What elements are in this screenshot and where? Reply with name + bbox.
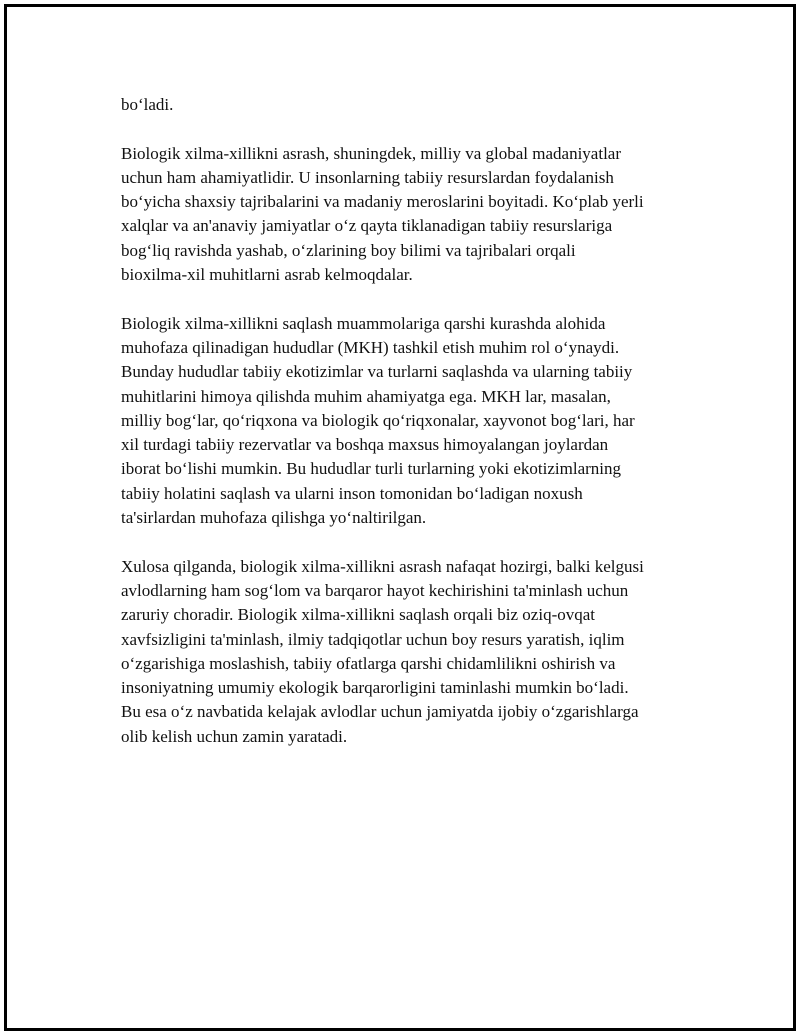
- text-line: bog‘liq ravishda yashab, o‘zlarining boy bilimi va tajribalari orqali: [121, 240, 576, 260]
- paragraph-3: [121, 312, 701, 531]
- paragraph-4: [121, 555, 701, 749]
- text-line: Biologik xilma-xillikni asrash, shuningdek, milliy va global madaniyatlar: [121, 143, 622, 163]
- text-line: xil turdagi tabiiy rezervatlar va boshqa maxsus himoyalangan joylardan: [121, 435, 609, 455]
- text-line: xavfsizligini ta'minlash, ilmiy tadqiqotlar uchun boy resurs yaratish, iqlim: [121, 629, 625, 649]
- text-line: iborat bo‘lishi mumkin. Bu hududlar turli turlarning yoki ekotizimlarning: [121, 459, 622, 479]
- text-line: ta'sirlardan muhofaza qilishga yo‘naltirilgan.: [121, 508, 427, 528]
- text-line: o‘zgarishiga moslashish, tabiiy ofatlarga qarshi chidamlilikni oshirish va: [121, 653, 616, 673]
- text-line: muhofaza qilinadigan hududlar (MKH) tashkil etish muhim rol o‘ynaydi.: [121, 337, 620, 357]
- text-line: Xulosa qilganda, biologik xilma-xillikni asrash nafaqat hozirgi, balki kelgusi: [121, 556, 644, 576]
- text-line: uchun ham ahamiyatlidir. U insonlarning tabiiy resurslardan foydalanish: [121, 167, 614, 187]
- text-line: olib kelish uchun zamin yaratadi.: [121, 726, 348, 746]
- text-line: milliy bog‘lar, qo‘riqxona va biologik qo‘riqxonalar, xayvonot bog‘lari, har: [121, 410, 635, 430]
- text-line: Bu esa o‘z navbatida kelajak avlodlar uchun jamiyatda ijobiy o‘zgarishlarga: [121, 702, 639, 722]
- paragraph-2: [121, 142, 701, 288]
- text-line: avlodlarning ham sog‘lom va barqaror hayot kechirishini ta'minlash uchun: [121, 580, 629, 600]
- text-line: Biologik xilma-xillikni saqlash muammolariga qarshi kurashda alohida: [121, 313, 606, 333]
- text-line: bioxilma-xil muhitlarni asrab kelmoqdalar.: [121, 265, 413, 285]
- text-line: muhitlarini himoya qilishda muhim ahamiyatga ega. MKH lar, masalan,: [121, 386, 611, 406]
- text-line: zaruriy choradir. Biologik xilma-xillikni saqlash orqali biz oziq-ovqat: [121, 605, 595, 625]
- text-line: insoniyatning umumiy ekologik barqarorligini taminlashi mumkin bo‘ladi.: [121, 678, 629, 698]
- text-line: Bunday hududlar tabiiy ekotizimlar va turlarni saqlashda va ularning tabiiy: [121, 362, 633, 382]
- document-body: [121, 93, 701, 773]
- text-line: tabiiy holatini saqlash va ularni inson tomonidan bo‘ladigan noxush: [121, 483, 583, 503]
- text-line: xalqlar va an'anaviy jamiyatlar o‘z qayta tiklanadigan tabiiy resurslariga: [121, 216, 613, 236]
- paragraph-1: [121, 93, 701, 117]
- document-page: [4, 4, 796, 1031]
- text-line: bo‘yicha shaxsiy tajribalarini va madaniy meroslarini boyitadi. Ko‘plab yerli: [121, 192, 644, 212]
- text-line: bo‘ladi.: [121, 95, 174, 114]
